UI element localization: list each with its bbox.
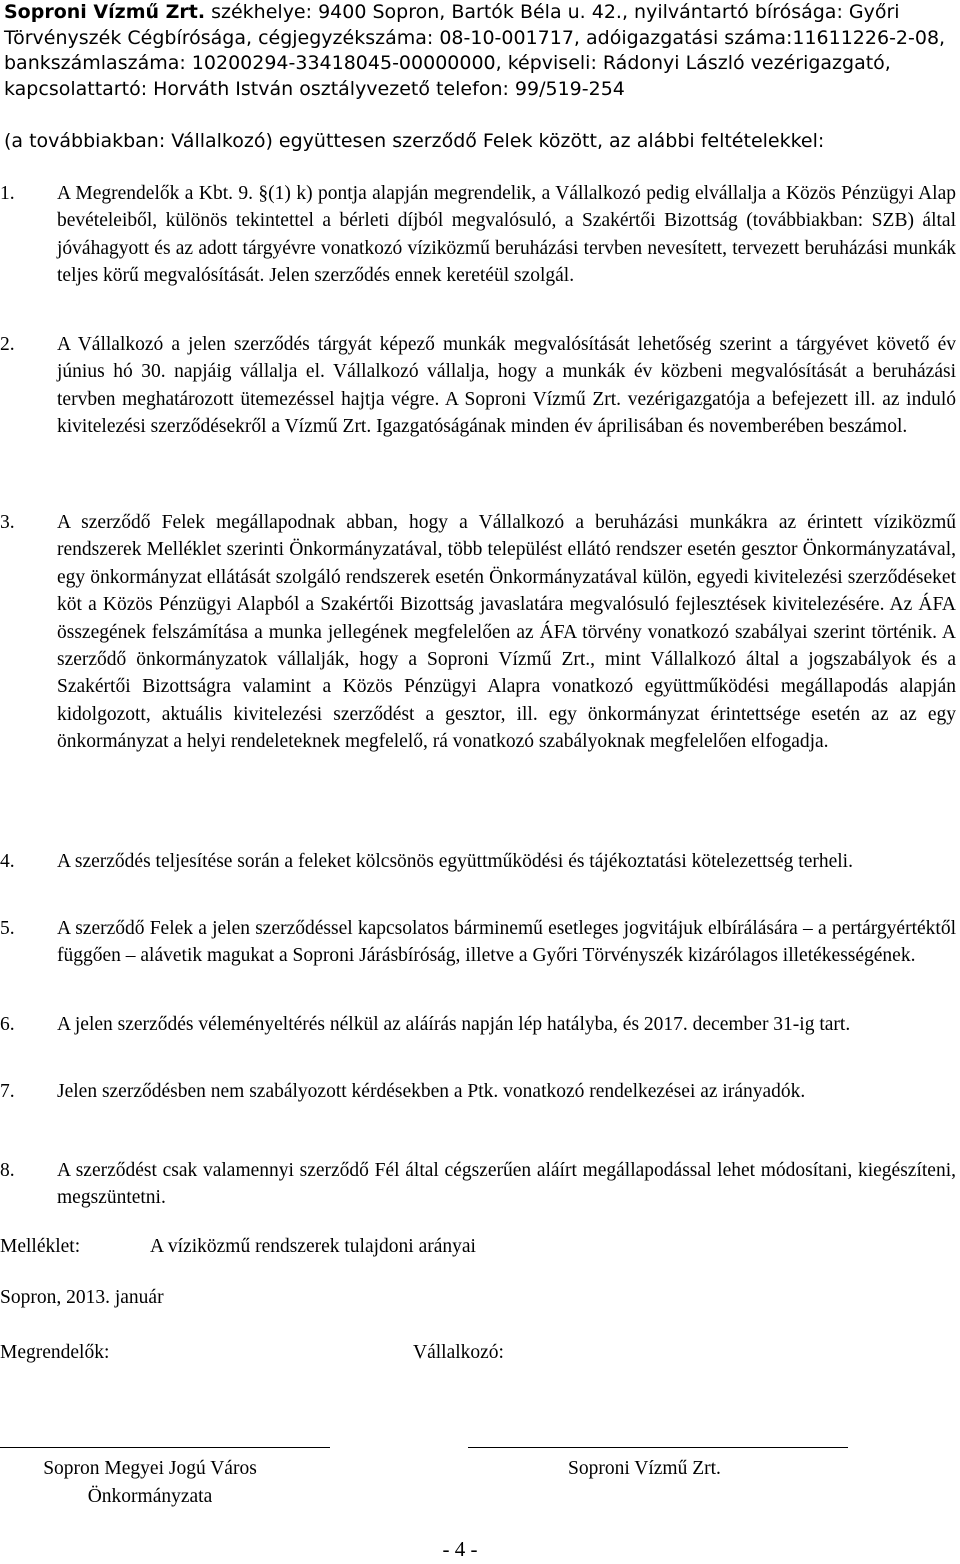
annex-label: Melléklet: [0, 1236, 81, 1257]
item-text: A jelen szerződés véleményeltérés nélkül az aláírás napján lép hatályba, és 2017. december 31-ig tart. [57, 1014, 851, 1035]
contract-item-1 [0, 180, 956, 290]
contractor-label: Vállalkozó: [413, 1342, 504, 1363]
contract-item-2 [0, 331, 956, 441]
item-number: 2. [0, 334, 15, 355]
contract-item-7 [0, 1078, 956, 1105]
item-number: 5. [0, 918, 15, 939]
item-number: 4. [0, 851, 15, 872]
item-number: 8. [0, 1160, 15, 1181]
client-signature-line [0, 1447, 330, 1448]
contract-item-3 [0, 509, 956, 756]
item-number: 1. [0, 183, 15, 204]
company-name: Soproni Vízmű Zrt. [4, 1, 206, 23]
item-number: 3. [0, 512, 15, 533]
contract-item-6 [0, 1011, 956, 1038]
item-text: A szerződő Felek a jelen szerződéssel kapcsolatos bárminemű esetleges jogvitájuk elbírálására – a pertárgyértéktől függően – alávetik magukat a Soproni Járásbíróság, illetve a Győri Törvényszék kizárólagos illetékességének. [57, 918, 956, 967]
item-text: A Megrendelők a Kbt. 9. §(1) k) pontja alapján megrendelik, a Vállalkozó pedig elvállalja a Közös Pénzügyi Alap bevételeiből, különös tekintettel a bérleti díjból megvalósuló, a Szakértői Bizottság (továbbiakban: SZB) által jóváhagyott és az adott tárgyévre vonatkozó víziközmű beruházási tervben nevesített, tervezett beruházási munkák teljes körű megvalósítását. Jelen szerződés ennek keretéül szolgál. [57, 183, 956, 287]
contract-item-4 [0, 848, 956, 875]
client-label: Megrendelők: [0, 1342, 110, 1363]
item-text: A szerződés teljesítése során a feleket kölcsönös együttműködési és tájékoztatási kötelezettség terheli. [57, 851, 853, 872]
item-text: A szerződést csak valamennyi szerződő Fél által cégszerűen aláírt megállapodással lehet módosítani, kiegészíteni, megszüntetni. [57, 1160, 956, 1209]
client-name-line-1: Sopron Megyei Jogú Város [43, 1458, 257, 1479]
item-number: 7. [0, 1081, 15, 1102]
item-text: A Vállalkozó a jelen szerződés tárgyát képező munkák megvalósítását lehetőség szerint a tárgyévet követő év június hó 30. napjáig vállalja el. Vállalkozó vállalja, hogy a munkák év közbeni megvalósítását a beruházási tervben meghatározott ütemezéssel hajtja végre. A Soproni Vízmű Zrt. vezérigazgatója a befejezett ill. az induló kivitelezési szerződésekről a Vízmű Zrt. Igazgatóságának minden év áprilisában és novemberében beszámol. [57, 334, 956, 438]
page-number: - 4 - [442, 1537, 478, 1561]
intro-line: (a továbbiakban: Vállalkozó) együttesen szerződő Felek között, az alábbi feltételekkel: [4, 130, 825, 152]
contractor-signature-line [468, 1447, 848, 1448]
company-details: székhelye: 9400 Sopron, Bartók Béla u. 42., nyilvántartó bírósága: Győri Törvényszék Cégbírósága, cégjegyzékszáma: 08-10-001717, adóigazgatási száma:11611226-2-08, bankszámlaszáma: 10200294-33418045-00000000, képviseli: Rádonyi László vezérigazgató, kapcsolattartó: Horváth István osztályvezető telefon: 99/519-254 [4, 1, 946, 100]
place-date: Sopron, 2013. január [0, 1287, 164, 1308]
item-text: Jelen szerződésben nem szabályozott kérdésekben a Ptk. vonatkozó rendelkezései az irányadók. [57, 1081, 806, 1102]
annex-text: A víziközmű rendszerek tulajdoni arányai [150, 1236, 476, 1257]
contractor-name: Soproni Vízmű Zrt. [568, 1458, 721, 1479]
item-number: 6. [0, 1014, 15, 1035]
contract-item-5 [0, 915, 956, 970]
contract-item-8 [0, 1157, 956, 1212]
party-details [4, 0, 956, 102]
item-text: A szerződő Felek megállapodnak abban, hogy a Vállalkozó a beruházási munkákra az érintett víziközmű rendszerek Melléklet szerinti Önkormányzatával, több települést ellátó rendszer esetén gesztor Önkormányzatával, egy önkormányzat ellátását szolgáló rendszerek esetén Önkormányzatával külön, egyedi kivitelezési szerződéseket köt a Közös Pénzügyi Alapból a Szakértői Bizottság javaslatára megvalósuló fejlesztések kivitelezésére. Az ÁFA összegének felszámítása a munka jellegének megfelelően az ÁFA törvény vonatkozó szabályai szerint történik. A szerződő önkormányzatok vállalják, hogy a Soproni Vízmű Zrt., mint Vállalkozó által a jogszabályok és a Szakértői Bizottságra valamint a Közös Pénzügyi Alapra vonatkozó együttműködési megállapodás alapján kidolgozott, aktuális kivitelezési szerződést a gesztor, ill. egy önkormányzat érintettsége esetén az az egy önkormányzat a helyi rendeleteknek megfelelő, rá vonatkozó szabályoknak megfelelően elfogadja. [57, 512, 956, 753]
client-name-line-2: Önkormányzata [87, 1486, 213, 1507]
